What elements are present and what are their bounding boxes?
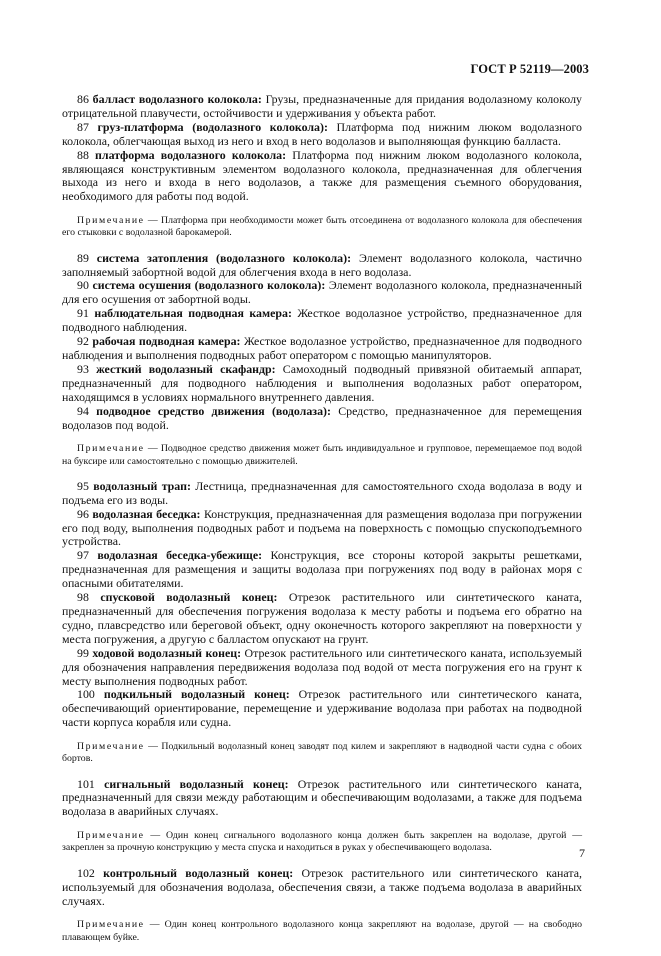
definition-entry [62,591,582,647]
entry-definition: Отрезок растительного или синтетического каната, предназначенный для связи между работающим и обеспечивающим водолазами, а также для подъема водолаза в аварийных случаях. [62,776,582,819]
entry-term: груз-платформа (водолазного колокола): [97,119,328,134]
definition-entry [62,480,582,508]
entry-definition: Средство, предназначенное для перемещения водолазов под водой. [62,403,582,432]
entry-term: рабочая подводная камера: [92,334,241,349]
entry-definition: Платформа под нижним люком водолазного колокола, облегчающая выход из него и вход в него водолазов и выполняющая функцию балласта. [62,119,582,148]
entry-definition: Элемент водолазного колокола, предназначенный для его осушения от забортной воды. [62,278,582,307]
definition-entry [62,405,582,433]
entry-term: водолазный трап: [93,478,191,493]
entry-term: спусковой водолазный конец: [100,590,278,605]
entry-number: 87 [77,119,89,134]
definition-entry [62,508,582,550]
entry-number: 92 [77,334,89,349]
entry-definition: Элемент водолазного колокола, частично заполняемый забортной водой для облегчения входа в него водолаза. [62,250,582,279]
entry-definition: Лестница, предназначенная для самостоятельного схода водолаза в воду и подъема его из воды. [62,478,582,507]
entry-definition: Грузы, предназначенные для придания водолазному колоколу отрицательной плавучести, остойчивости и удерживания у объекта работ. [62,92,582,120]
definition-entry [62,335,582,363]
entry-term: водолазная беседка: [92,506,201,521]
definition-entry [62,121,582,149]
entry-number: 99 [77,645,89,660]
note-label: Примечание [77,830,145,842]
note-text: Платформа при необходимости может быть отсоединена от водолазного колокола для обеспечения его стыковки с водолазной барокамерой. [62,215,582,239]
entry-definition: Отрезок растительного или синтетического каната, используемый для обозначения направления передвижения водолаза под водой от места погружения его на грунт к месту выполнения подводных работ. [62,645,582,688]
entry-definition: Жесткое водолазное устройство, предназначенное для подводного наблюдения и выполнения подводных работ оператором с помощью манипуляторов. [62,334,582,362]
definition-entry [62,279,582,307]
entry-number: 91 [77,306,89,321]
entry-term: наблюдательная подводная камера: [94,306,292,321]
entry-term: водолазная беседка-убежище: [97,548,263,563]
definition-entry [62,549,582,591]
entry-definition: Отрезок растительного или синтетического каната, предназначенный для обеспечения погружения водолаза к месту работы и подъема его обратно на судно, плавсредство или береговой объект, одну оконечность которого закрепляют на поверхности у места погружения, а другую с балластом опускают на грунт. [62,590,582,646]
note-label: Примечание [77,741,145,753]
definition-entry [62,867,582,909]
definition-entry [62,93,582,121]
entry-definition: Конструкция, все стороны которой закрыты решетками, предназначенная для размещения и защиты водолаза при погружениях под воду в районах моря с опасными обитателями. [62,548,582,591]
note-text: Один конец контрольного водолазного конца закрепляют на водолазе, другой — на свободно плавающем буйке. [62,919,582,943]
definition-entry [62,647,582,689]
entry-definition: Отрезок растительного или синтетического каната, обеспечивающий ориентирование, перемещение и удерживание водолаза при работах на подводной части корпуса корабля или судна. [62,687,582,730]
entry-number: 88 [77,147,89,162]
entry-term: жесткий водолазный скафандр: [96,361,276,376]
entry-number: 89 [77,250,89,265]
entry-number: 94 [77,403,89,418]
entry-definition: Самоходный подводный привязной обитаемый аппарат, предназначенный для подводного наблюдения и выполнения водолазных работ оператором, находящимся в условиях нормального внутреннего давления. [62,361,582,404]
note: Примечание — Один конец контрольного водолазного конца закрепляют на водолазе, другой — на свободно плавающем буйке. [62,919,582,943]
entry-term: система затопления (водолазного колокола): [96,250,352,265]
definition-entry [62,688,582,730]
entry-number: 95 [77,478,89,493]
note: Примечание — Один конец сигнального водолазного конца должен быть закреплен на водолазе, другой — закреплен за прочную конструкцию у места спуска и находиться в руках у обеспечивающего водолаза. [62,830,582,854]
note-label: Примечание [77,919,145,931]
note: Примечание — Подкильный водолазный конец заводят под килем и закрепляют в надводной части судна с обоих бортов. [62,741,582,765]
note-text: Подводное средство движения может быть индивидуальное и групповое, перемещаемое под водой на буксире или самостоятельно с помощью движителей. [62,443,582,467]
page-number: 7 [579,846,585,860]
entry-definition: Платформа под нижним люком водолазного колокола, являющаяся конструктивным элементом водолазного колокола, предназначенная для облегчения выхода из него и входа в него водолазов, а также для размещения съемного оборудования, необходимого для работы под водой. [62,147,582,204]
entry-definition: Жесткое водолазное устройство, предназначенное для подводного наблюдения. [62,306,582,335]
entry-number: 101 [77,776,95,791]
entry-number: 86 [77,92,89,106]
note-label: Примечание [77,215,145,227]
note: Примечание — Платформа при необходимости может быть отсоединена от водолазного колокола для обеспечения его стыковки с водолазной барокамерой. [62,215,582,239]
entry-term: подкильный водолазный конец: [103,687,290,702]
note: Примечание — Подводное средство движения может быть индивидуальное и групповое, перемещаемое под водой на буксире или самостоятельно с помощью движителей. [62,443,582,467]
entry-term: балласт водолазного колокола: [92,92,262,106]
document-body [62,93,582,956]
entry-number: 93 [77,361,89,376]
entry-term: система осушения (водолазного колокола): [92,278,326,293]
note-text: Один конец сигнального водолазного конца должен быть закреплен на водолазе, другой — закреплен за прочную конструкцию у места спуска и находиться в руках у обеспечивающего водолаза. [62,830,582,854]
definition-entry [62,252,582,280]
definition-entry [62,307,582,335]
entry-number: 100 [77,687,95,702]
entry-definition: Отрезок растительного или синтетического каната, используемый для обозначения водолаза, обеспечения связи, а также подъема водолаза в аварийных случаях. [62,865,582,908]
entry-number: 97 [77,548,89,563]
note-label: Примечание [77,443,145,455]
entry-term: контрольный водолазный конец: [103,865,294,880]
entry-term: сигнальный водолазный конец: [104,776,289,791]
entry-term: ходовой водолазный конец: [92,645,242,660]
entry-number: 90 [77,278,89,293]
entry-definition: Конструкция, предназначенная для размещения водолаза при погружении его под воду, выполнения подводных работ и подъема на поверхность с помощью спускоподъемного устройства. [62,506,582,549]
note-text: Подкильный водолазный конец заводят под килем и закрепляют в надводной части судна с обоих бортов. [62,741,582,765]
definition-entry [62,149,582,205]
definition-entry [62,778,582,820]
definition-entry [62,363,582,405]
document-header: ГОСТ Р 52119—2003 [470,62,589,76]
entry-term: подводное средство движения (водолаза): [96,403,331,418]
entry-number: 98 [77,590,89,605]
entry-term: платформа водолазного колокола: [95,147,287,162]
entry-number: 102 [77,865,95,880]
entry-number: 96 [77,506,89,521]
